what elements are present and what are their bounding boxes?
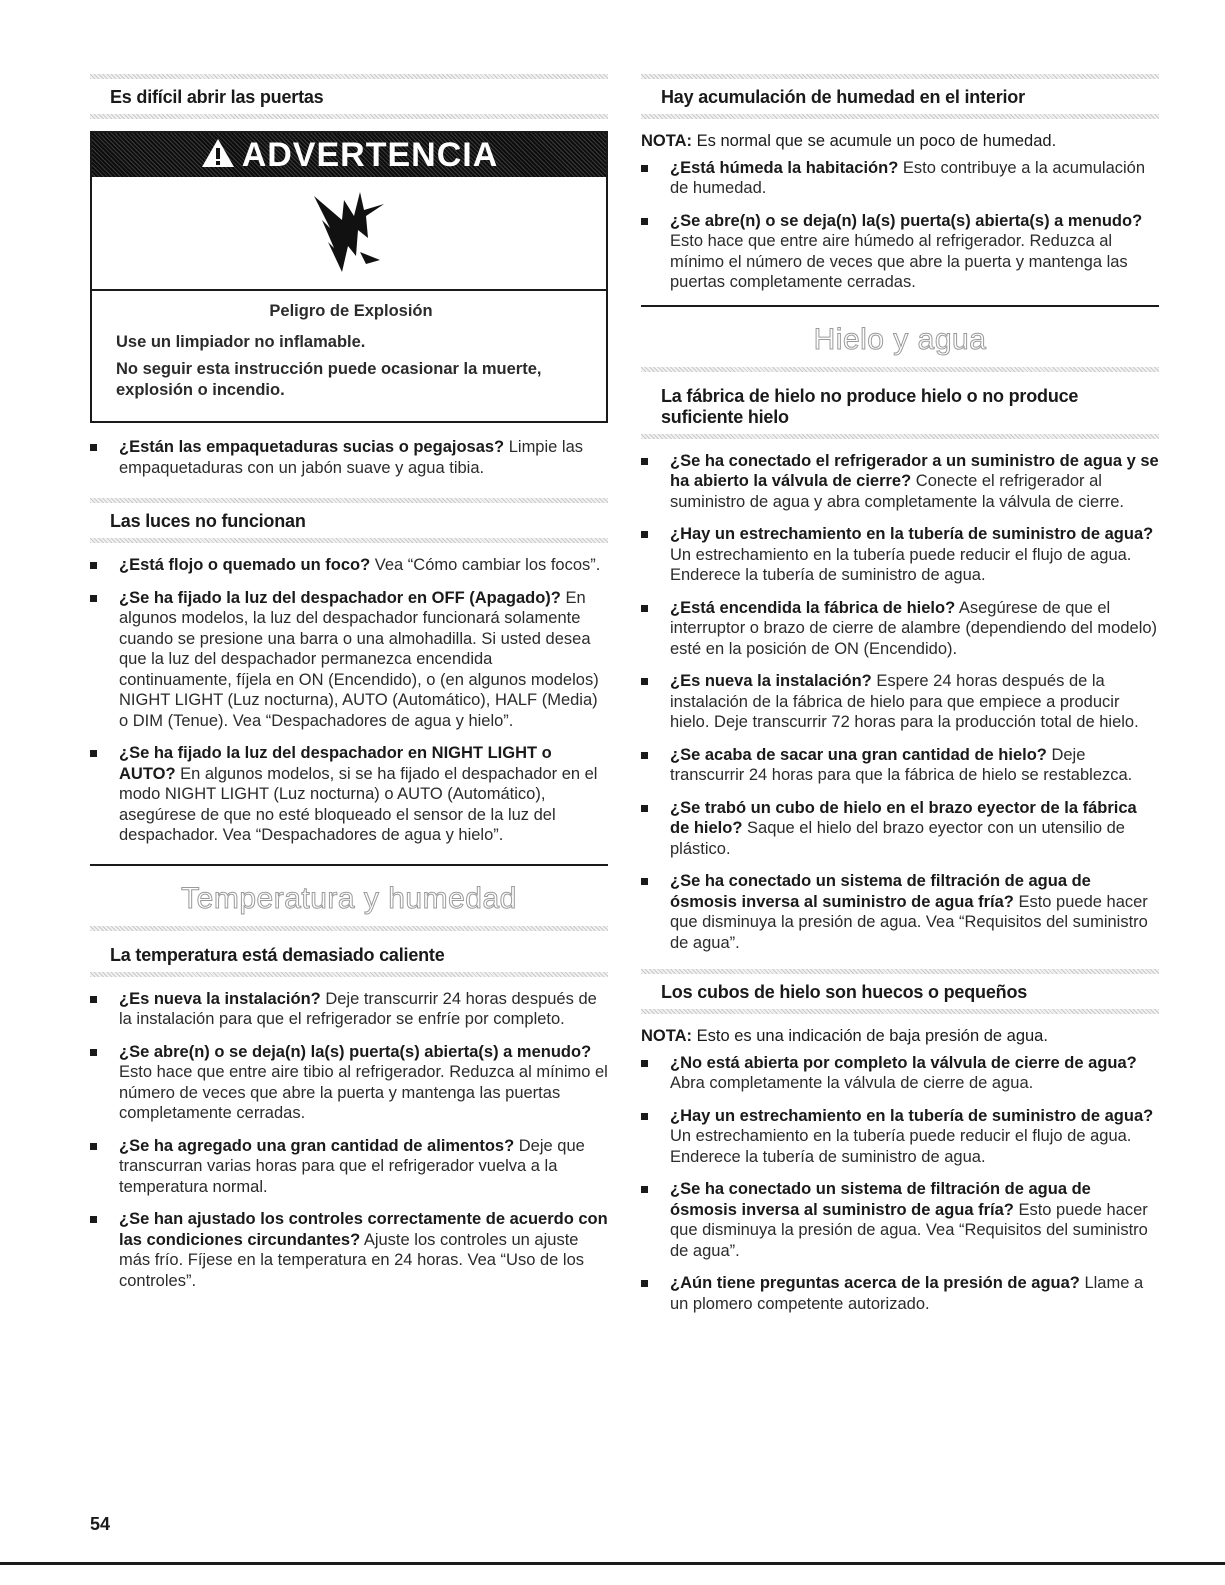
temperature-list <box>90 989 608 1292</box>
major-title: Hielo y agua <box>813 322 987 356</box>
major-heading-ice-water <box>641 305 1159 372</box>
section-header-moisture <box>641 74 1159 119</box>
doors-list <box>90 437 608 478</box>
explosion-icon <box>92 177 606 291</box>
left-column <box>90 74 608 1303</box>
section-title: Las luces no funcionan <box>110 511 306 531</box>
list-item: ¿Hay un estrechamiento en la tubería de suministro de agua? Un estrechamiento en la tubería puede reducir el flujo de agua. Enderece la tubería de suministro de agua. <box>641 1106 1159 1168</box>
warning-word: ADVERTENCIA <box>241 135 499 174</box>
list-item: ¿Se ha conectado el refrigerador a un suministro de agua y se ha abierto la válvula de cierre? Conecte el refrigerador al suministro de agua y abra completamente la válvula de cierre. <box>641 451 1159 513</box>
section-title: La temperatura está demasiado caliente <box>110 944 445 965</box>
list-item: ¿Está húmeda la habitación? Esto contribuye a la acumulación de humedad. <box>641 158 1159 199</box>
list-item: ¿Se ha conectado un sistema de filtración de agua de ósmosis inversa al suministro de agua fría? Esto puede hacer que disminuya la presión de agua. Vea “Requisitos del suministro de agua”. <box>641 1179 1159 1261</box>
list-item: ¿Se ha conectado un sistema de filtración de agua de ósmosis inversa al suministro de agua fría? Esto puede hacer que disminuya la presión de agua. Vea “Requisitos del suministro de agua”. <box>641 871 1159 953</box>
list-item: ¿Está encendida la fábrica de hielo? Asegúrese de que el interruptor o brazo de cierre de alambre (dependiendo del modelo) esté en la posición de ON (Encendido). <box>641 598 1159 660</box>
warning-banner <box>92 133 606 177</box>
note: NOTA: Es normal que se acumule un poco de humedad. <box>641 132 1057 150</box>
cubes-list <box>641 1053 1159 1315</box>
bottom-rule <box>0 1562 1225 1565</box>
list-item: ¿Se ha fijado la luz del despachador en OFF (Apagado)? En algunos modelos, la luz del despachador funcionará solamente cuando se presione una barra o una almohadilla. Si usted desea que la luz del despachador permanezca encendida continuamente, fíjela en ON (Encendido), o (en algunos modelos) NIGHT LIGHT (Luz nocturna), AUTO (Automático), HALF (Media) o DIM (Tenue). Vea “Despachadores de agua y hielo”. <box>90 588 608 732</box>
warning-text <box>92 291 606 421</box>
list-item: ¿Está flojo o quemado un foco? Vea “Cómo cambiar los focos”. <box>90 555 608 576</box>
list-item: ¿Se abre(n) o se deja(n) la(s) puerta(s) abierta(s) a menudo? Esto hace que entre aire húmedo al refrigerador. Reduzca al mínimo el número de veces que abre la puerta y mantenga las puertas completamente cerradas. <box>641 211 1159 293</box>
section-title: Hay acumulación de humedad en el interior <box>661 87 1025 107</box>
list-item: ¿Se han ajustado los controles correctamente de acuerdo con las condiciones circundantes? Ajuste los controles un ajuste más frío. Fíjese en la temperatura en 24 horas. Vea “Uso de los controles”. <box>90 1209 608 1291</box>
section-title: La fábrica de hielo no produce hielo o no produce suficiente hielo <box>661 385 1079 427</box>
list-item: ¿Es nueva la instalación? Espere 24 horas después de la instalación de la fábrica de hielo para que empiece a producir hielo. Deje transcurrir 72 horas para la producción total de hielo. <box>641 671 1159 733</box>
section-header-cubes <box>641 969 1159 1014</box>
section-header-doors <box>90 74 608 119</box>
note: NOTA: Esto es una indicación de baja presión de agua. <box>641 1027 1048 1045</box>
major-heading-temperature <box>90 864 608 931</box>
list-item: ¿Hay un estrechamiento en la tubería de suministro de agua? Un estrechamiento en la tubería puede reducir el flujo de agua. Enderece la tubería de suministro de agua. <box>641 524 1159 586</box>
warning-instruction: Use un limpiador no inflamable. <box>116 333 366 351</box>
major-title: Temperatura y humedad <box>181 881 517 915</box>
page-number: 54 <box>90 1514 111 1534</box>
warning-triangle-icon <box>200 137 236 174</box>
right-column <box>641 74 1159 1326</box>
hazard-title: Peligro de Explosión <box>269 302 433 320</box>
list-item: ¿Están las empaquetaduras sucias o pegajosas? Limpie las empaquetaduras con un jabón suave y agua tibia. <box>90 437 608 478</box>
list-item: ¿Se acaba de sacar una gran cantidad de hielo? Deje transcurrir 24 horas para que la fábrica de hielo se restablezca. <box>641 745 1159 786</box>
list-item: ¿Se ha fijado la luz del despachador en NIGHT LIGHT o AUTO? En algunos modelos, si se ha fijado el despachador en el modo NIGHT LIGHT (Luz nocturna) o AUTO (Automático), asegúrese de que no esté bloqueado el sensor de la luz del despachador. Vea “Despachadores de agua y hielo”. <box>90 743 608 846</box>
section-title: Es difícil abrir las puertas <box>110 87 324 107</box>
icemaker-list <box>641 451 1159 954</box>
list-item: ¿No está abierta por completo la válvula de cierre de agua? Abra completamente la válvula de cierre de agua. <box>641 1053 1159 1094</box>
lights-list <box>90 555 608 846</box>
moisture-list <box>641 158 1159 293</box>
section-header-lights <box>90 498 608 543</box>
list-item: ¿Se abre(n) o se deja(n) la(s) puerta(s) abierta(s) a menudo? Esto hace que entre aire tibio al refrigerador. Reduzca al mínimo el número de veces que abre la puerta y mantenga las puertas completamente cerradas. <box>90 1042 608 1124</box>
list-item: ¿Es nueva la instalación? Deje transcurrir 24 horas después de la instalación para que el refrigerador se enfríe por completo. <box>90 989 608 1030</box>
list-item: ¿Se ha agregado una gran cantidad de alimentos? Deje que transcurran varias horas para que el refrigerador vuelva a la temperatura normal. <box>90 1136 608 1198</box>
warning-box <box>90 131 608 423</box>
list-item: ¿Aún tiene preguntas acerca de la presión de agua? Llame a un plomero competente autorizado. <box>641 1273 1159 1314</box>
section-header-temperature <box>90 937 608 977</box>
section-header-icemaker <box>641 378 1159 439</box>
list-item: ¿Se trabó un cubo de hielo en el brazo eyector de la fábrica de hielo? Saque el hielo del brazo eyector con un utensilio de plástico. <box>641 798 1159 860</box>
warning-consequence: No seguir esta instrucción puede ocasionar la muerte, explosión o incendio. <box>116 360 542 399</box>
section-title: Los cubos de hielo son huecos o pequeños <box>661 982 1028 1002</box>
